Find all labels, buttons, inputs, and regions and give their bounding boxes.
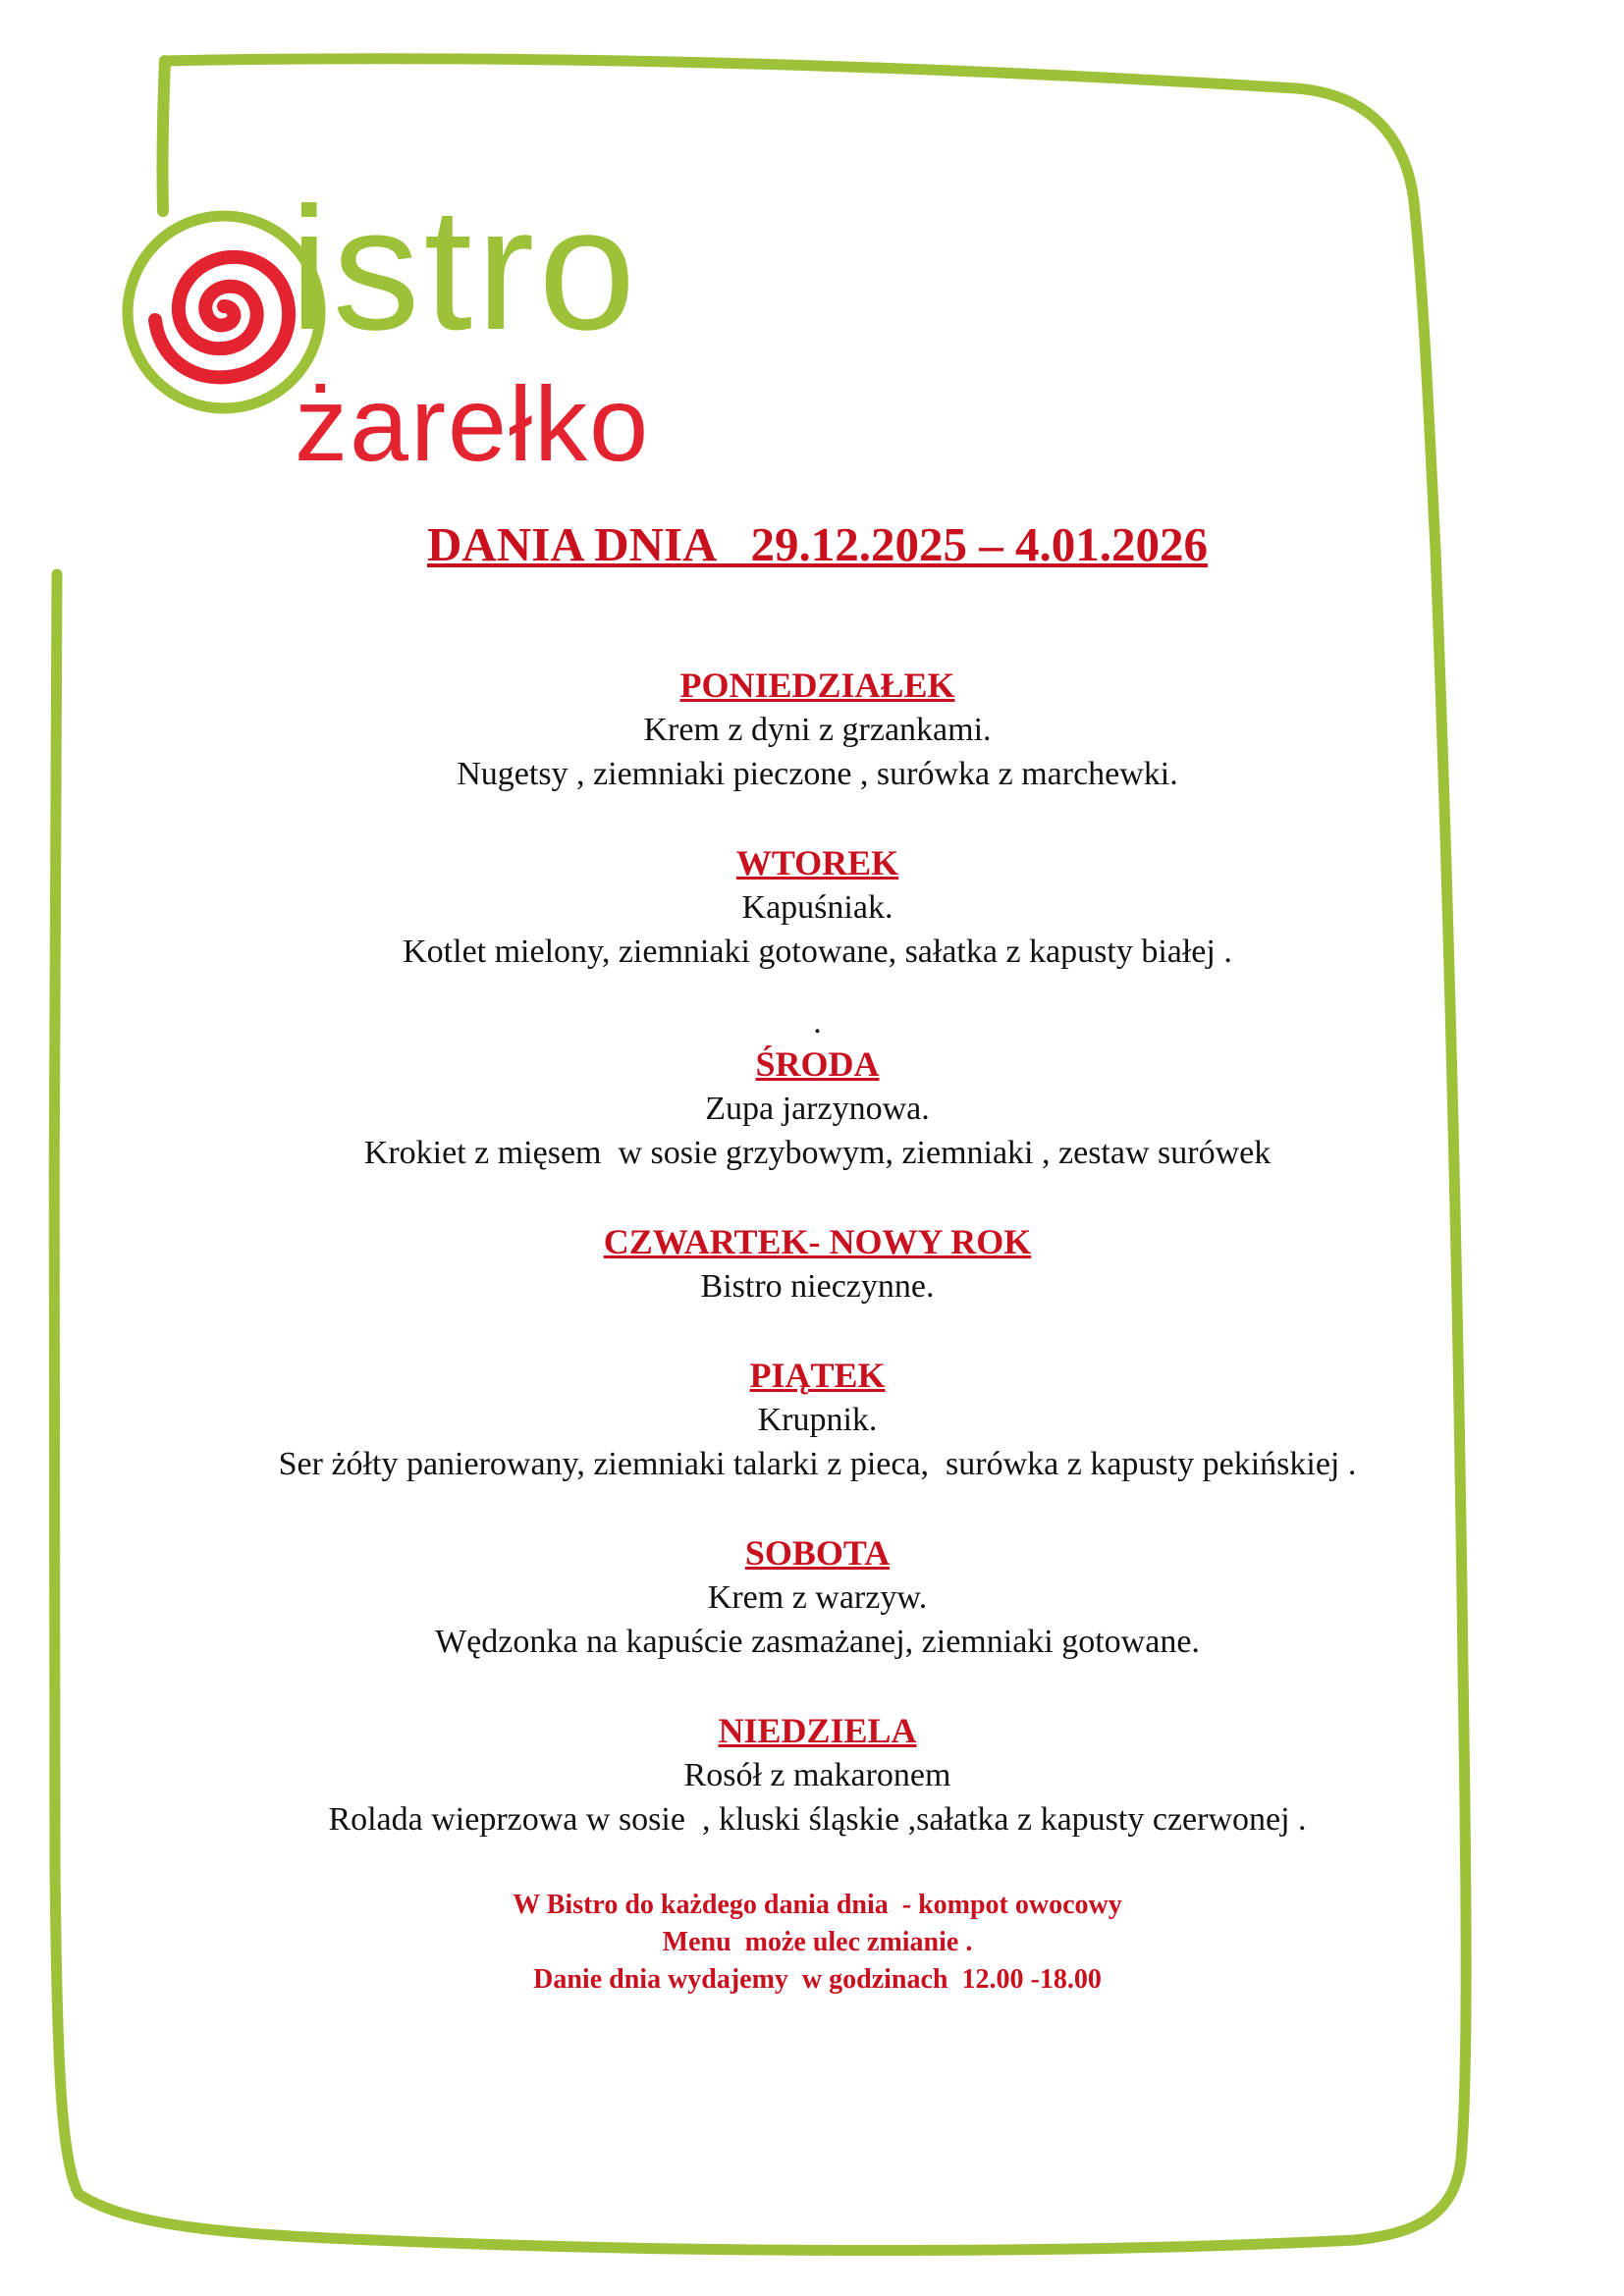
dish-main: Nugetsy , ziemniaki pieczone , surówka z marchewki. xyxy=(457,756,1178,792)
dish-soup: Kapuśniak. xyxy=(741,889,893,926)
logo-wordmark-istro: istro xyxy=(290,171,640,366)
day-tuesday xyxy=(108,841,1527,974)
day-name: NIEDZIELA xyxy=(718,1711,917,1750)
dish-soup: Zupa jarzynowa. xyxy=(705,1091,930,1127)
day-monday xyxy=(108,664,1527,796)
day-name: SOBOTA xyxy=(744,1533,891,1573)
dish-main: Ser żółty panierowany, ziemniaki talarki z pieca, surówka z kapusty pekińskiej . xyxy=(278,1446,1357,1482)
day-name: CZWARTEK- NOWY ROK xyxy=(603,1222,1032,1261)
dish-main: Kotlet mielony, ziemniaki gotowane, sałatka z kapusty białej . xyxy=(403,934,1232,970)
dish-soup: Rosół z makaronem xyxy=(683,1757,951,1793)
daily-menu xyxy=(108,510,1527,1999)
day-name: PONIEDZIAŁEK xyxy=(679,666,955,705)
menu-footer xyxy=(108,1887,1527,1999)
day-friday xyxy=(108,1354,1527,1486)
day-thursday xyxy=(108,1220,1527,1308)
day-saturday xyxy=(108,1531,1527,1664)
menu-title: DANIA DNIA 29.12.2025 – 4.01.2026 xyxy=(427,517,1208,571)
footer-note: Menu może ulec zmianie . xyxy=(662,1927,973,1957)
closed-note: Bistro nieczynne. xyxy=(700,1268,935,1305)
logo-b-stem xyxy=(163,61,165,211)
day-sunday xyxy=(108,1709,1527,1842)
footer-note: Danie dnia wydajemy w godzinach 12.00 -18.00 xyxy=(533,1964,1102,1995)
dish-soup: Krupnik. xyxy=(757,1402,878,1438)
dish-main: Rolada wieprzowa w sosie , kluski śląskie ,sałatka z kapusty czerwonej . xyxy=(328,1801,1307,1838)
footer-note: W Bistro do każdego dania dnia - kompot owocowy xyxy=(513,1890,1122,1920)
dish-soup: Krem z dyni z grzankami. xyxy=(643,712,992,748)
day-name: WTOREK xyxy=(735,843,899,882)
day-name: PIĄTEK xyxy=(749,1356,886,1395)
separator-dot: . xyxy=(813,1004,822,1041)
day-wednesday xyxy=(108,1042,1527,1175)
spiral-icon xyxy=(155,257,289,378)
dish-soup: Krem z warzyw. xyxy=(707,1579,928,1616)
logo-wordmark-zarelko: żarełko xyxy=(295,364,651,483)
dish-main: Wędzonka na kapuście zasmażanej, ziemniaki gotowane. xyxy=(435,1624,1200,1660)
day-name: ŚRODA xyxy=(755,1044,880,1084)
dish-main: Krokiet z mięsem w sosie grzybowym, ziemniaki , zestaw surówek xyxy=(363,1135,1272,1171)
